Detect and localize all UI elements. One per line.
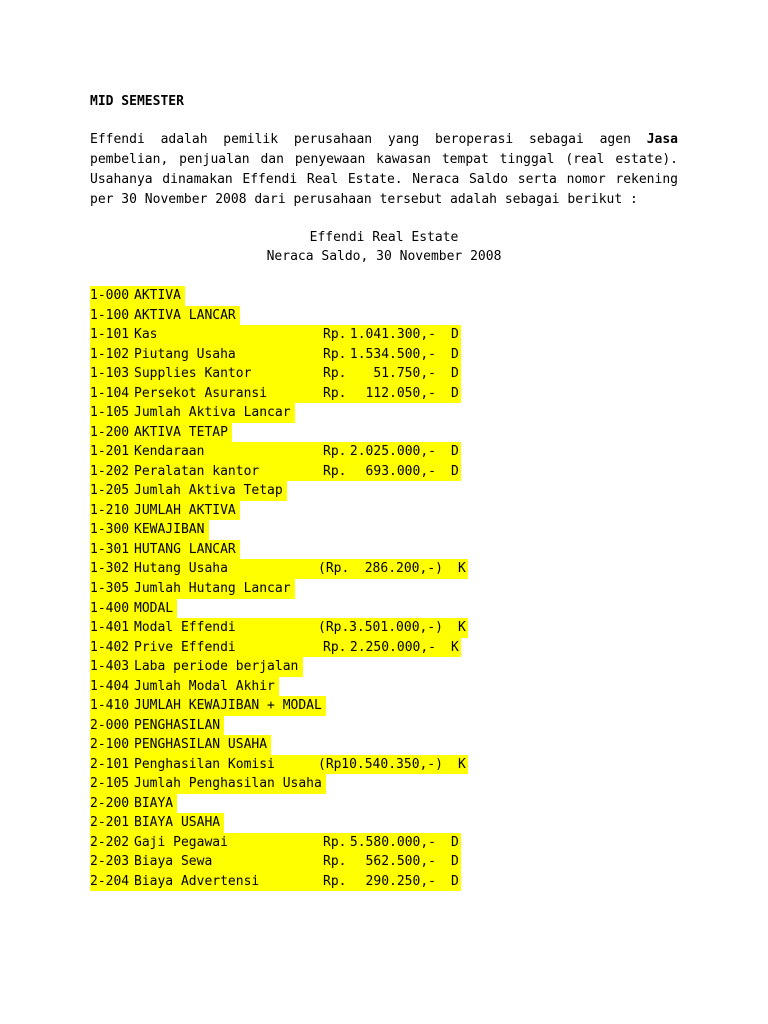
intro-text-bold: Jasa [646,132,678,147]
account-code: 2-201 [90,815,130,831]
statement-subtitle: Neraca Saldo, 30 November 2008 [266,249,502,264]
account-code: 1-105 [90,405,130,421]
debit-credit-marker: D [451,873,459,889]
currency-prefix: Rp. [323,444,347,460]
account-code: 2-105 [90,776,130,792]
account-code: 1-000 [90,288,130,303]
account-name: JUMLAH AKTIVA [134,502,236,518]
account-code: 1-102 [90,346,130,362]
debit-credit-marker: K [451,639,459,655]
account-code: 1-210 [90,502,130,518]
account-code: 1-404 [90,678,130,694]
debit-credit-marker: K [458,561,466,577]
debit-credit-marker: D [451,463,459,479]
account-code: 2-100 [90,737,130,753]
account-amount: 2.025.000,- [349,444,436,460]
account-amount: 1.534.500,- [349,346,436,362]
account-code: 1-410 [90,698,130,714]
account-code: 1-200 [90,424,130,440]
debit-credit-marker: D [451,327,459,343]
account-code: 1-201 [90,444,130,460]
account-code: 2-202 [90,834,130,850]
account-name: KEWAJIBAN [134,522,205,538]
account-code: 1-100 [90,307,130,323]
account-amount: 1.041.300,- [349,327,436,343]
account-amount: 5.580.000,- [349,834,436,850]
debit-credit-marker: D [451,834,459,850]
account-code: 1-401 [90,620,130,636]
account-code: 1-101 [90,327,130,343]
account-amount: 2.250.000,- [349,639,436,655]
intro-paragraph [90,130,678,210]
account-name: BIAYA [134,795,174,811]
account-name: Biaya Advertensi [134,873,260,889]
account-name: Gaji Pegawai [134,834,228,850]
document-heading: MID SEMESTER [90,94,184,109]
account-code: 1-402 [90,639,130,655]
currency-prefix: (Rp. [318,756,350,772]
debit-credit-marker: D [451,366,459,382]
account-name: Jumlah Hutang Lancar [134,580,291,596]
intro-text-start: Effendi adalah pemilik perusahaan yang beroperasi sebagai agen [90,132,647,147]
account-amount: 562.500,- [365,854,436,870]
account-code: 1-400 [90,600,130,616]
account-name: AKTIVA [134,288,181,303]
account-code: 1-403 [90,659,130,675]
account-name: Hutang Usaha [134,561,228,577]
currency-prefix: Rp. [323,854,347,870]
currency-prefix: Rp. [323,834,347,850]
account-name: Jumlah Penghasilan Usaha [134,776,322,792]
account-code: 1-103 [90,366,130,382]
account-name: JUMLAH KEWAJIBAN + MODAL [134,698,322,714]
currency-prefix: Rp. [323,327,347,343]
account-code: 1-202 [90,463,130,479]
account-code: 1-302 [90,561,130,577]
account-name: Biaya Sewa [134,854,213,870]
currency-prefix: (Rp. [318,561,350,577]
account-amount: 290.250,- [365,873,436,889]
account-name: Laba periode berjalan [134,659,299,675]
account-code: 1-104 [90,385,130,401]
debit-credit-marker: K [458,620,466,636]
account-name: Peralatan kantor [134,463,260,479]
account-name: Jumlah Aktiva Lancar [134,405,291,421]
account-code: 2-203 [90,854,130,870]
debit-credit-marker: D [451,346,459,362]
account-name: Piutang Usaha [134,346,236,362]
account-code: 2-204 [90,873,130,889]
account-code: 1-301 [90,541,130,557]
currency-prefix: Rp. [323,385,347,401]
account-name: MODAL [134,600,174,616]
account-name: Kendaraan [134,444,205,460]
currency-prefix: Rp. [323,366,347,382]
account-name: Jumlah Aktiva Tetap [134,483,283,499]
account-code: 2-200 [90,795,130,811]
account-name: AKTIVA LANCAR [134,307,236,323]
account-code: 2-000 [90,717,130,733]
account-name: Prive Effendi [134,639,236,655]
intro-text-end: pembelian, penjualan dan penyewaan kawasan tempat tinggal (real estate). Usahanya dinamakan Effendi Real Estate. Neraca Saldo serta nomor rekening per 30 November 2008 dari perusahaan tersebut adalah sebagai berikut : [90,152,678,207]
account-name: Persekot Asuransi [134,385,268,401]
account-amount: 10.540.350,-) [341,756,443,772]
debit-credit-marker: K [458,756,466,772]
account-name: HUTANG LANCAR [134,541,236,557]
account-name: PENGHASILAN [134,717,221,733]
account-name: Kas [134,327,158,343]
account-amount: 51.750,- [373,366,436,382]
account-code: 1-205 [90,483,130,499]
currency-prefix: (Rp. [318,620,350,636]
company-title: Effendi Real Estate [309,230,459,245]
currency-prefix: Rp. [323,873,347,889]
account-amount: 286.200,-) [364,561,443,577]
debit-credit-marker: D [451,444,459,460]
account-name: BIAYA USAHA [134,815,221,831]
account-name: Modal Effendi [134,620,236,636]
currency-prefix: Rp. [323,346,347,362]
account-amount: 693.000,- [365,463,436,479]
account-name: Supplies Kantor [134,366,252,382]
account-name: Jumlah Modal Akhir [134,678,275,694]
currency-prefix: Rp. [323,639,347,655]
account-name: AKTIVA TETAP [134,424,228,440]
currency-prefix: Rp. [323,463,347,479]
account-amount: 112.050,- [365,385,436,401]
account-code: 1-305 [90,580,130,596]
account-code: 1-300 [90,522,130,538]
account-code: 2-101 [90,756,130,772]
account-name: Penghasilan Komisi [134,756,275,772]
account-amount: 3.501.000,-) [349,620,443,636]
debit-credit-marker: D [451,854,459,870]
debit-credit-marker: D [451,385,459,401]
account-name: PENGHASILAN USAHA [134,737,268,753]
